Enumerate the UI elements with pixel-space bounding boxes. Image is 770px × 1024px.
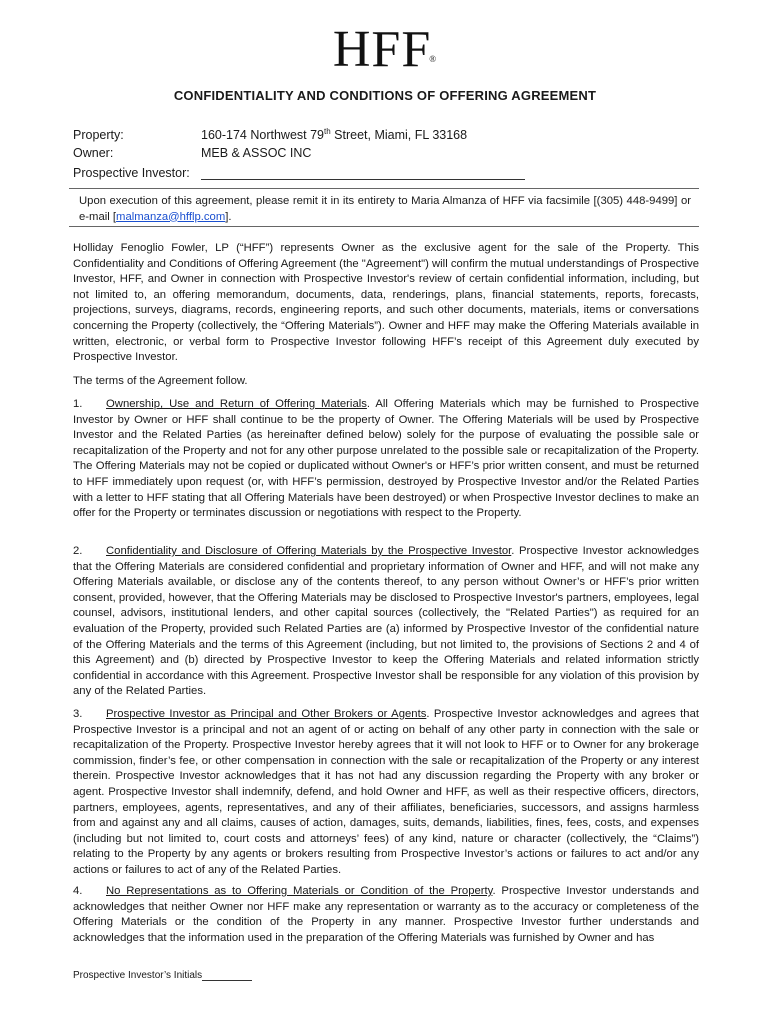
initials-footer bbox=[73, 970, 252, 981]
section-paragraph bbox=[73, 397, 699, 522]
terms-intro bbox=[73, 374, 699, 390]
section-4 bbox=[73, 884, 699, 946]
terms-intro-text: The terms of the Agreement follow. bbox=[73, 375, 248, 387]
initials-blank[interactable] bbox=[202, 971, 252, 981]
section-number: 2. bbox=[73, 545, 83, 557]
section-paragraph bbox=[73, 707, 699, 879]
prospective-investor-label: Prospective Investor: bbox=[73, 166, 190, 180]
owner-field bbox=[73, 146, 311, 160]
initials-label: Prospective Investor’s Initials bbox=[73, 970, 203, 981]
section-1 bbox=[73, 397, 699, 522]
divider-top bbox=[69, 188, 699, 189]
property-value-part: Street, Miami, FL 33168 bbox=[330, 128, 468, 143]
property-value-sup: th bbox=[324, 127, 331, 136]
document-title: CONFIDENTIALITY AND CONDITIONS OF OFFERING AGREEMENT bbox=[173, 88, 597, 103]
intro-paragraph bbox=[73, 241, 699, 366]
section-number: 3. bbox=[73, 708, 83, 720]
hff-logo bbox=[0, 21, 770, 89]
notice-text-end: ]. bbox=[225, 210, 232, 223]
section-text: . Prospective Investor understands and acknowledges that neither Owner nor HFF make any representation or warranty as to the accuracy or completeness of the Offering Materials or the condition of the Property in any manner. Prospective Investor further understands and acknowledges that the information used in the preparation of the Offering Materials was furnished by Owner and has bbox=[73, 885, 699, 944]
remittance-notice bbox=[79, 194, 691, 225]
section-text: . All Offering Materials which may be furnished to Prospective Investor by Owner or HFF shall continue to be the property of Owner. The Offering Materials will be used by Prospective Investor and the Related Parties (as hereinafter defined below) solely for the purpose of evaluating the possible sale or recapitalization of the Property and not for any other purpose unrelated to the possible sale or recapitalization of the Property. The Offering Materials may not be copied or duplicated without Owner's or HFF’s prior written consent, and must be returned to HFF immediately upon request (or, with HFF’s permission, destroyed by Prospective Investor and/or the Related Parties with a letter to HFF stating that all Offering Materials have been destroyed) or when Prospective Investor declines to make an offer for the Property or terminates discussion or negotiations with respect to the Property. bbox=[73, 398, 699, 520]
property-value-part: 160-174 Northwest 79 bbox=[201, 128, 324, 143]
property-label: Property: bbox=[73, 128, 124, 143]
owner-value: MEB & ASSOC INC bbox=[201, 146, 312, 160]
section-text: . Prospective Investor acknowledges and agrees that Prospective Investor is a principal and not an agent of or acting on behalf of any other party in connection with the sale or recapitalization of the Property. Prospective Investor hereby agrees that it will not look to HFF or to Owner for any brokerage commission, finder’s fee, or other compensation in connection with the sale or recapitalization of the Property or any interest therein. Prospective Investor acknowledges that it has not had any discussion regarding the Property with any broker or agent. Prospective Investor shall indemnify, defend, and hold Owner and HFF, as well as their respective officers, directors, partners, employees, agents, representatives, and any of their affiliates, beneficiaries, successors, and assigns harmless from and against any and all claims, causes of action, damages, suits, demands, liabilities, fines, fees, costs, and expenses (including but not limited to, court costs and attorneys’ fees) of any kind, nature or character (collectively, the “Claims”) relating to the Property by any agents or brokers resulting from Prospective Investor’s actions or failures to act and/or any actions or failures to act of any of the Related Parties. bbox=[73, 708, 699, 876]
property-value bbox=[201, 127, 467, 142]
section-3 bbox=[73, 707, 699, 879]
prospective-investor-field bbox=[73, 166, 525, 180]
section-number: 4. bbox=[73, 885, 83, 897]
section-heading: No Representations as to Offering Materials or Condition of the Property bbox=[106, 885, 493, 897]
section-2 bbox=[73, 544, 699, 700]
section-heading: Ownership, Use and Return of Offering Materials bbox=[106, 398, 367, 410]
divider-bottom bbox=[69, 226, 699, 227]
intro-text: Holliday Fenoglio Fowler, LP (“HFF”) represents Owner as the exclusive agent for the sale of the Property. This Confidentiality and Conditions of Offering Agreement (the "Agreement") will confirm the mutual understandings of Prospective Investor, HFF, and Owner in connection with Prospective Investor's review of certain confidential information, including, but not limited to, an offering memorandum, documents, data, renderings, plans, financial statements, reports, forecasts, projections, surveys, diagrams, records, engineering reports, and such other documents, materials, items or conversations concerning the Property (collectively, the “Offering Materials”). Owner and HFF may make the Offering Materials available in written, electronic, or verbal form to Prospective Investor following HFF’s receipt of this Agreement duly executed by Prospective Investor. bbox=[73, 242, 699, 364]
prospective-investor-blank[interactable] bbox=[201, 167, 525, 180]
section-heading: Confidentiality and Disclosure of Offering Materials by the Prospective Investor bbox=[106, 545, 512, 557]
section-paragraph bbox=[73, 884, 699, 946]
section-number: 1. bbox=[73, 398, 83, 410]
registered-mark: ® bbox=[429, 54, 438, 64]
notice-text: Upon execution of this agreement, please remit it in its entirety to Maria Almanza of HFF via facsimile [(305) 448-9499] or e-mail [ bbox=[79, 195, 691, 223]
property-field bbox=[73, 127, 467, 142]
owner-label: Owner: bbox=[73, 146, 114, 160]
section-paragraph bbox=[73, 544, 699, 700]
logo-text: HFF bbox=[332, 21, 432, 78]
section-heading: Prospective Investor as Principal and Other Brokers or Agents bbox=[106, 708, 427, 720]
email-link[interactable]: malmanza@hfflp.com bbox=[116, 210, 226, 223]
section-text: . Prospective Investor acknowledges that the Offering Materials are considered confidential and proprietary information of Owner and HFF, and will not make any Offering Materials available, or disclose any of the contents thereof, to any person without Owner’s or HFF’s prior written consent, provided, however, that the Offering Materials may be disclosed to Prospective Investor's partners, employees, legal counsel, advisors, institutional lenders, and other capital sources (collectively, the "Related Parties") as required for an evaluation of the Property, provided such Related Parties are (a) informed by Prospective Investor of the confidential nature of the Offering Materials and the terms of this Agreement (including, but not limited to, the provisions of Sections 2 and 4 of this Agreement) and (b) directed by Prospective Investor to keep the Offering Materials and related information strictly confidential in accordance with this Agreement. Prospective Investor shall be responsible for any violation of this provision by any of the Related Parties. bbox=[73, 545, 699, 698]
